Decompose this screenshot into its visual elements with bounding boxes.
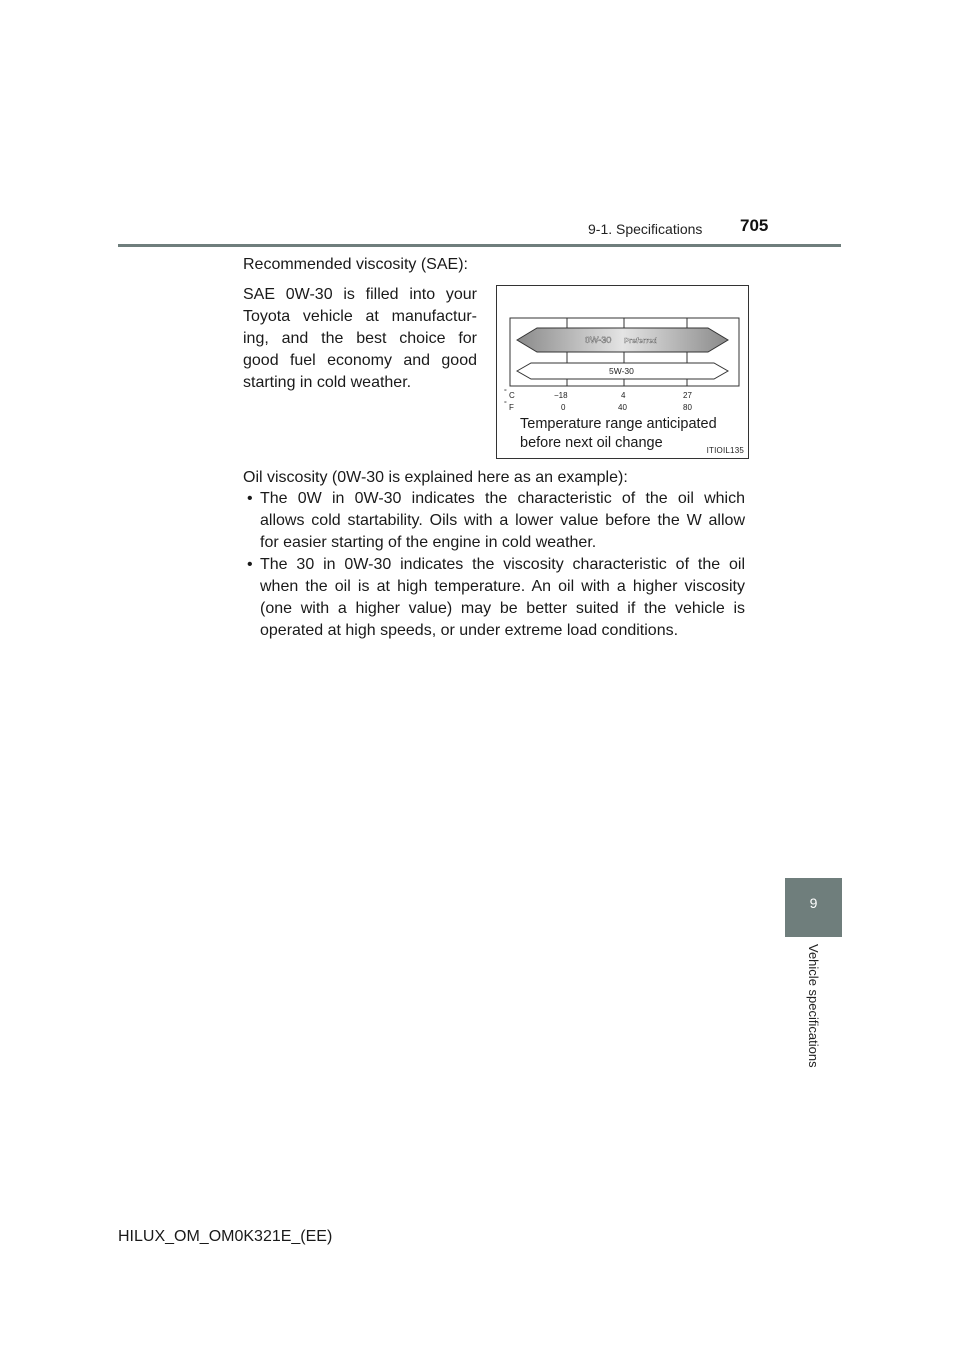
bullet-line: The 30 in 0W-30 indicates the viscosity characteristic of the oil [260,556,745,573]
figure-code: ITIOIL135 [706,446,744,455]
tick-f-2: 40 [618,403,627,412]
paragraph-line: Toyota vehicle at manufactur- [243,308,477,325]
bullet-item [243,488,745,554]
tick-f-3: 80 [683,403,692,412]
figure-caption [520,415,717,453]
document-code: HILUX_OM_OM0K321E_(EE) [118,1228,333,1245]
degree-mark: ° [504,401,507,408]
caption-line: Temperature range anticipated [520,416,717,432]
grade-0w30-arrow [517,328,728,352]
bullet-item [243,554,745,642]
degree-mark: ° [504,389,507,396]
chapter-label: Vehicle specifications [806,944,821,1068]
paragraph-line: ing, and the best choice for [243,330,477,347]
bullet-line: when the oil is at high temperature. An oil with a higher viscosity [260,578,745,595]
tick-c-1: −18 [554,391,568,400]
bullet-line: allows cold startability. Oils with a lower value before the W allow [260,512,745,529]
bullet-marker: • [247,490,253,507]
bullet-line: The 0W in 0W-30 indicates the characteristic of the oil which [260,490,745,507]
paragraph-line: good fuel economy and good [243,352,477,369]
recommended-viscosity-heading: Recommended viscosity (SAE): [243,256,468,273]
paragraph-line: starting in cold weather. [243,374,412,391]
bullet-line: (one with a higher value) may be better suited if the vehicle is [260,600,745,617]
bullet-line: operated at high speeds, or under extreme load conditions. [260,622,679,639]
page-number: 705 [740,216,769,235]
unit-f: F [509,403,514,412]
tick-f-1: 0 [561,403,566,412]
factory-fill-paragraph [243,284,477,394]
grade-0w30-label: 0W-30 [585,335,612,345]
paragraph-line: SAE 0W-30 is filled into your [243,286,477,303]
bullet-line: for easier starting of the engine in cold weather. [260,534,597,551]
bullet-marker: • [247,556,253,573]
chapter-tab[interactable] [785,878,842,937]
tick-c-3: 27 [683,391,692,400]
grade-0w30-tag: Preferred [624,336,658,345]
oil-viscosity-heading: Oil viscosity (0W-30 is explained here as an example): [243,469,628,486]
viscosity-temperature-figure [496,285,749,459]
grade-5w30-label: 5W-30 [609,366,634,376]
section-title: 9-1. Specifications [588,221,703,237]
chapter-number: 9 [809,895,818,911]
header-rule [118,244,841,247]
caption-line: before next oil change [520,435,663,451]
unit-c: C [509,391,515,400]
tick-c-2: 4 [621,391,626,400]
